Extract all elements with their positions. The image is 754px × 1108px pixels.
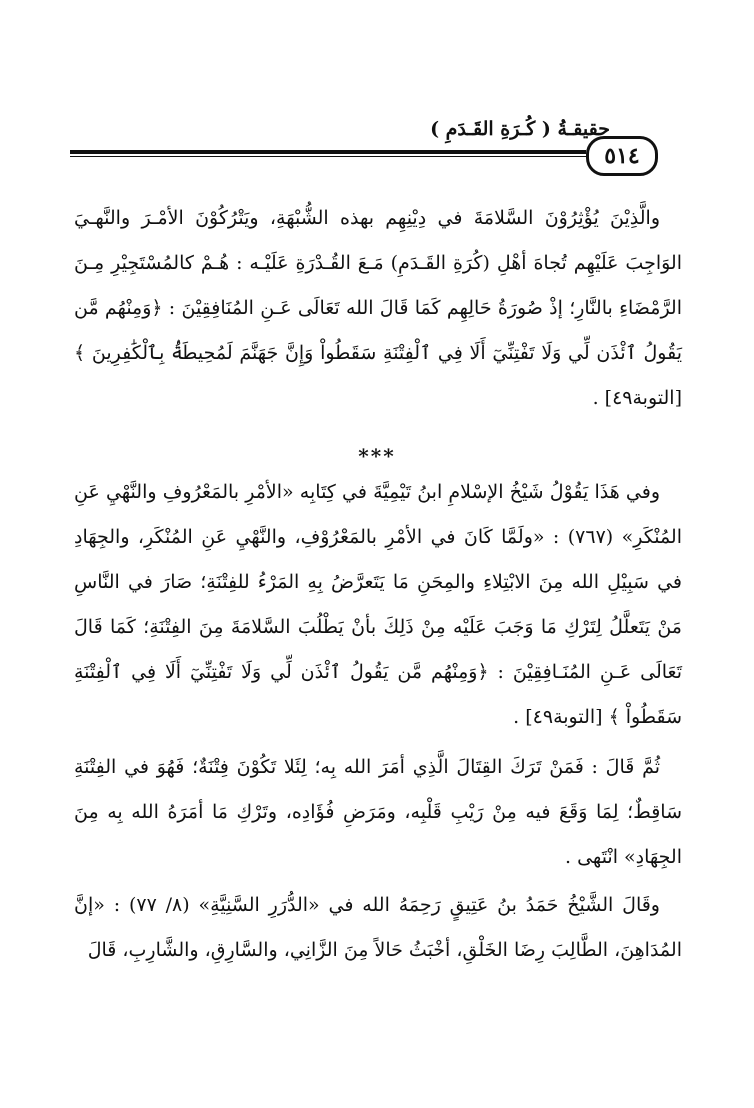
paragraph-1: [74, 196, 682, 421]
paragraph-2-text: وفي هَذَا يَقُوْلُ شَيْخُ الإسْلامِ ابنُ تَيْمِيَّةَ في كِتَابِه «الأمْرِ بالمَعْرُوفِ والنَّهْيِ عَنِ المُنْكَرِ» (٧٦٧) : «ولَمَّا كَانَ في الأمْرِ بالمَعْرُوْفِ، والنَّهْيِ عَنِ المُنْكَرِ، والجِهَادِ في سَبِيْلِ الله مِنَ الابْتِلاءِ والمِحَنِ مَا يَتَعرَّضُ بِهِ المَرْءُ للفِتْنَةِ؛ صَارَ في النَّاسِ مَنْ يَتَعلَّلُ لِتَرْكِ مَا وَجَبَ عَلَيْه مِنْ ذَلِكَ بأنْ يَطْلُبَ السَّلامَةَ مِنَ الفِتْنَةِ؛ كَمَا قَالَ تَعَالَى عَـنِ المُنَـافِقِيْنَ : ﴿وَمِنْهُم مَّن يَقُولُ ٱئْذَن لِّي وَلَا تَفْتِنِّيٓ أَلَا فِي ٱلْفِتْنَةِ سَقَطُواْ ﴾ [التوبة٤٩] .: [74, 481, 683, 728]
header-rule-thick: [70, 150, 586, 154]
section-separator: ***: [358, 444, 396, 468]
paragraph-3: [74, 745, 682, 880]
running-header-title: حقيقـةُ ( كُـرَةِ القَـدَمِ ): [430, 118, 610, 140]
header-rule-thin: [70, 156, 586, 157]
paragraph-2: [74, 470, 682, 740]
paragraph-4: [74, 883, 682, 973]
paragraph-3-text: ثُمَّ قَالَ : فَمَنْ تَرَكَ القِتَالَ الَّذِي أمَرَ الله بِه؛ لِئَلا تَكُوْنَ فِتْنَةٌ؛ فَهُوَ في الفِتْنَةِ سَاقِطٌ؛ لِمَا وَقَعَ فيه مِنْ رَيْبِ قَلْبِه، ومَرَضِ فُؤَادِه، وتَرْكِ مَا أمَرَهُ الله بِه مِنَ الجِهَادِ» انْتَهى .: [74, 756, 682, 868]
paragraph-4-text: وقَالَ الشَّيْخُ حَمَدُ بنُ عَتِيقٍ رَحِمَهُ الله في «الدُّرَرِ السَّنِيَّةِ» (٨/ ٧٧) : «إنَّ المُدَاهِنَ، الطَّالِبَ رِضَا الخَلْقِ، أخْبَثُ حَالاً مِنَ الزَّانِي، والسَّارِقِ، والشَّارِبِ، قَالَ: [74, 894, 682, 961]
paragraph-1-text: والَّذِيْنَ يُؤْثِرُوْنَ السَّلامَةَ في دِيْنِهِم بهذه الشُّبْهَةِ، ويَتْرُكُوْنَ الأمْـرَ والنَّهـيَ الوَاجِبَ عَلَيْهِم تُجاهَ أهْلِ (كُرَةِ القَـدَمِ) مَـعَ القُـدْرَةِ عَلَيْـه : هُـمْ كالمُسْتَجِيْرِ مِـنَ الرَّمْضَاءِ بالنَّارِ؛ إذْ صُورَةُ حَالِهِم كَمَا قَالَ الله تَعَالَى عَـنِ المُنَافِقِيْنَ : ﴿وَمِنْهُم مَّن يَقُولُ ٱئْذَن لِّي وَلَا تَفْتِنِّيٓ أَلَا فِي ٱلْفِتْنَةِ سَقَطُواْ وَإِنَّ جَهَنَّمَ لَمُحِيطَةُۢ بِٱلْكَٰفِرِينَ ﴾ [التوبة٤٩] .: [74, 207, 682, 409]
page-number: ٥١٤: [586, 136, 658, 176]
